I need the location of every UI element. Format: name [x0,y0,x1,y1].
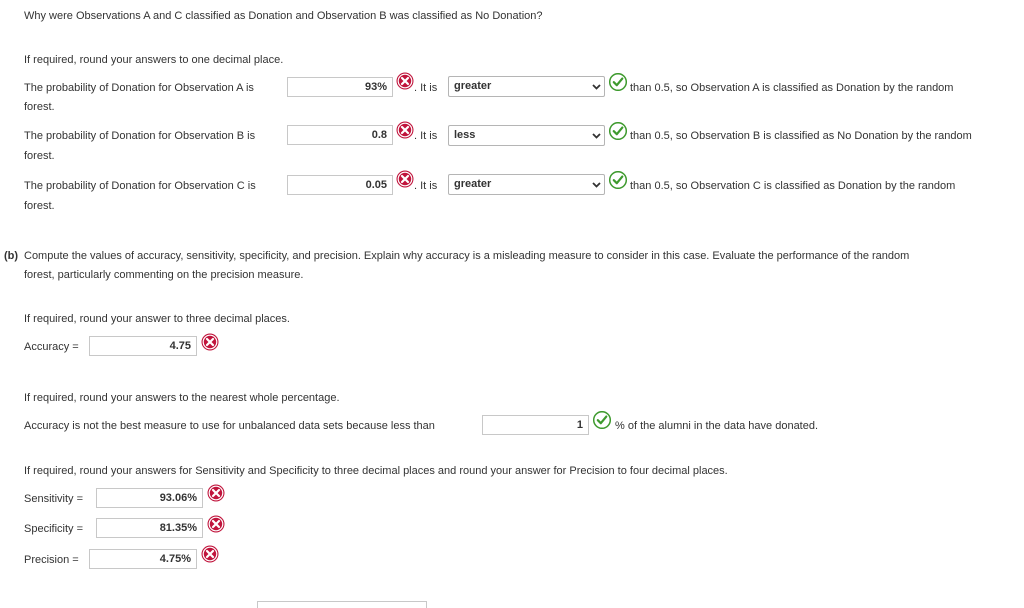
accuracy-input[interactable]: 4.75 [89,336,197,356]
select-value: greater [454,80,492,92]
part-b-question-line2: forest, particularly commenting on the precision measure. [24,269,304,281]
round-note-a: If required, round your answers to one decimal place. [24,54,284,66]
unbalanced-prefix: Accuracy is not the best measure to use for unbalanced data sets because less than [24,420,435,432]
row-suffix: than 0.5, so Observation A is classified as Donation by the random [630,82,954,94]
incorrect-icon [207,484,225,502]
row-prefix: The probability of Donation for Observation A is [24,82,254,94]
round-note-metrics: If required, round your answers for Sensitivity and Specificity to three decimal places and round your answer for Precision to four decimal places. [24,465,728,477]
question-text: Why were Observations A and C classified as Donation and Observation B was classified as No Donation? [24,10,543,22]
correct-check-icon [609,171,627,189]
part-b-question-line1: Compute the values of accuracy, sensitivity, specificity, and precision. Explain why accuracy is a misleading measure to consider in this case. Evaluate the performance of the random [24,250,910,262]
round-note-percentage: If required, round your answers to the nearest whole percentage. [24,392,340,404]
row-prefix: The probability of Donation for Observation C is [24,180,256,192]
precision-input[interactable]: 4.75% [89,549,197,569]
select-value: less [454,129,476,141]
row-suffix: than 0.5, so Observation B is classified as No Donation by the random [630,130,972,142]
row-suffix-continued: forest. [24,200,55,212]
row-suffix-continued: forest. [24,101,55,113]
comparison-select-a[interactable] [448,76,605,97]
incorrect-icon [201,333,219,351]
incorrect-icon [396,121,414,139]
incorrect-icon [396,170,414,188]
precision-label: Precision = [24,554,79,566]
donated-percent-input[interactable]: 1 [482,415,589,435]
comparison-select-c[interactable] [448,174,605,195]
row-suffix: than 0.5, so Observation C is classified as Donation by the random [630,180,956,192]
chevron-down-icon [592,175,601,194]
incorrect-icon [201,545,219,563]
part-b-label: (b) [4,250,19,262]
unbalanced-suffix: % of the alumni in the data have donated. [615,420,819,432]
specificity-input[interactable]: 81.35% [96,518,203,538]
row-prefix: The probability of Donation for Observation B is [24,130,256,142]
it-is-label: . It is [414,130,438,142]
accuracy-label: Accuracy = [24,341,79,353]
next-answer-input[interactable] [257,601,427,608]
correct-check-icon [609,122,627,140]
chevron-down-icon [592,126,601,145]
comparison-select-b[interactable] [448,125,605,146]
correct-check-icon [593,411,611,429]
chevron-down-icon [592,77,601,96]
probability-input-a[interactable]: 93% [287,77,393,97]
sensitivity-input[interactable]: 93.06% [96,488,203,508]
it-is-label: . It is [414,180,438,192]
probability-input-b[interactable]: 0.8 [287,125,393,145]
row-suffix-continued: forest. [24,150,55,162]
specificity-label: Specificity = [24,523,83,535]
incorrect-icon [207,515,225,533]
select-value: greater [454,178,492,190]
probability-input-c[interactable]: 0.05 [287,175,393,195]
it-is-label: . It is [414,82,438,94]
round-note-accuracy: If required, round your answer to three decimal places. [24,313,290,325]
correct-check-icon [609,73,627,91]
incorrect-icon [396,72,414,90]
sensitivity-label: Sensitivity = [24,493,83,505]
